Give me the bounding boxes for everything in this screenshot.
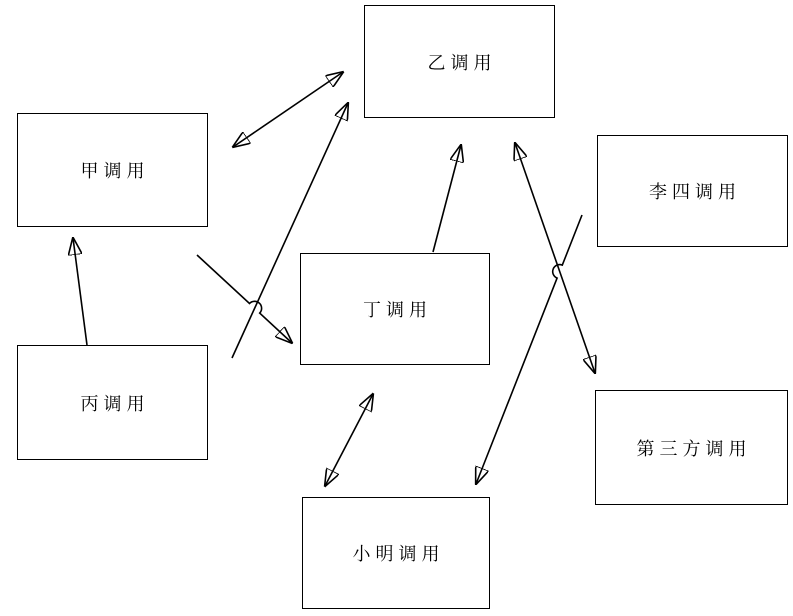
node-bing[interactable] xyxy=(17,345,208,460)
arrow-ding-xiaoming-double[interactable] xyxy=(325,394,373,486)
node-ding-label: 丁调用 xyxy=(363,300,432,320)
node-lisi-label: 李四调用 xyxy=(649,182,741,202)
node-yi-label: 乙调用 xyxy=(427,52,497,73)
node-jia-label: 甲调用 xyxy=(80,161,150,181)
node-yi[interactable] xyxy=(364,5,555,118)
node-disanfang-label: 第三方调用 xyxy=(636,438,752,459)
node-ding[interactable] xyxy=(300,253,490,365)
arrow-yi-disanfang-double[interactable] xyxy=(515,143,595,373)
node-bing-label: 丙调用 xyxy=(80,393,150,414)
node-xiaoming[interactable] xyxy=(302,497,490,609)
node-jia[interactable] xyxy=(17,113,208,227)
arrow-ding-yi[interactable] xyxy=(433,145,461,252)
node-xiaoming-label: 小明调用 xyxy=(352,544,445,564)
arrow-jia-yi-double[interactable] xyxy=(233,72,343,147)
node-disanfang[interactable] xyxy=(595,390,788,505)
arrow-bing-jia[interactable] xyxy=(73,238,87,345)
node-lisi[interactable] xyxy=(597,135,788,247)
arrow-lisi-xiaoming-with-hop[interactable] xyxy=(476,215,582,484)
